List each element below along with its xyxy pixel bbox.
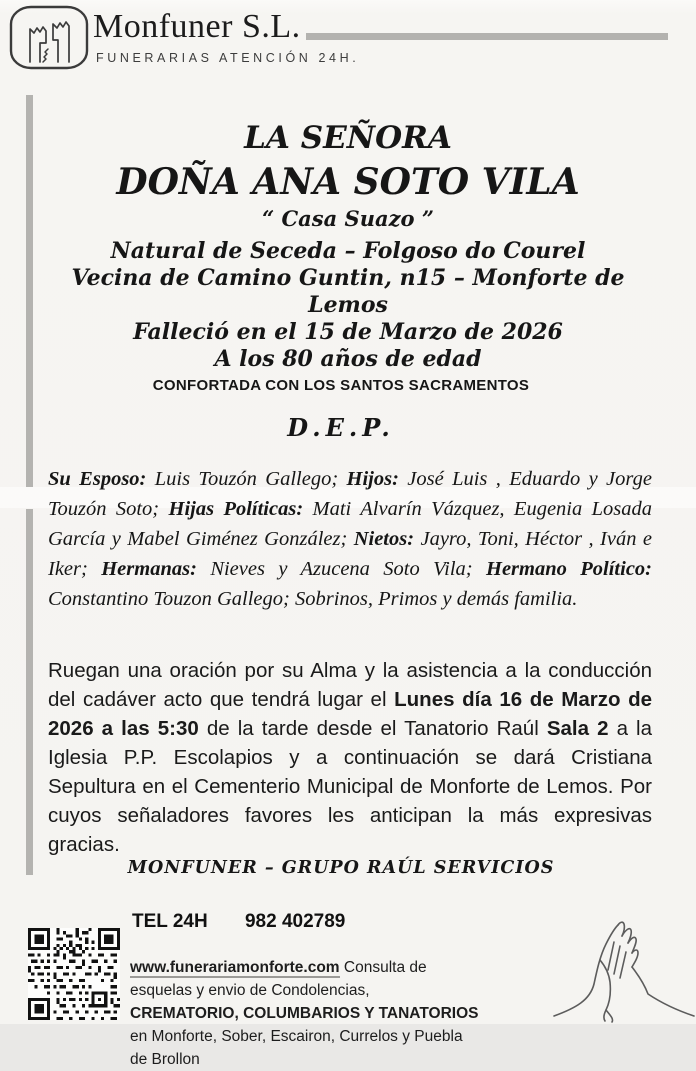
brand-name: Monfuner S.L.	[93, 8, 301, 45]
phone-line	[132, 911, 345, 933]
sacraments-line: CONFORTADA CON LOS SANTOS SACRAMENTOS	[152, 377, 530, 394]
phone-label: TEL 24H	[132, 911, 208, 932]
family-paragraph: Su Esposo: Luis Touzón Gallego; Hijos: José Luis , Eduardo y Jorge Touzón Soto; Hijas Políticas: Mati Alvarín Vázquez, Eugenia Losada García y Mabel Giménez González; Nietos: Jayro, Toni, Héctor , Iván e Iker; Hermanas: Nieves y Azucena Soto Vila; Hermano Político: Constantino Touzon Gallego; Sobrinos, Primos y demás familia.	[48, 468, 652, 610]
castle-logo-icon	[6, 2, 94, 74]
origin-line: Natural de Seceda – Folgoso do Courel	[110, 238, 586, 264]
dep-abbreviation: D.E.P.	[287, 413, 395, 442]
qr-code	[28, 922, 120, 1026]
scan-artifact-left-strip	[26, 509, 33, 875]
notice-title-block	[50, 120, 646, 373]
honorific: LA SEÑORA	[244, 120, 452, 156]
residence-line: Vecina de Camino Guntin, n15 – Monforte de Lemos	[71, 265, 625, 318]
funeral-home-signature: MONFUNER – GRUPO RAÚL SERVICIOS	[127, 858, 555, 878]
website-info: www.funerariamonforte.com Consulta de esquelas y envio de Condolencias, CREMATORIO, COLUMBARIOS Y TANATORIOS en Monforte, Sober, Escairon, Currelos y Puebla de Brollon	[130, 959, 479, 1068]
phone-number: 982 402789	[244, 911, 346, 932]
deceased-name: DOÑA ANA SOTO VILA	[116, 161, 580, 203]
death-date-line: Falleció en el 15 de Marzo de 2026	[133, 319, 563, 345]
announcement-paragraph: Ruegan una oración por su Alma y la asistencia a la conducción del cadáver acto que tendrá lugar el Lunes día 16 de Marzo de 2026 a las 5:30 de la tarde desde el Tanatorio Raúl Sala 2 a la Iglesia P.P. Escolapios y a continuación se dará Cristiana Sepultura en el Cementerio Municipal de Monforte de Lemos. Por cuyos señaladores favores les anticipan la más expresivas gracias.	[48, 659, 652, 856]
house-name: “ Casa Suazo ”	[262, 206, 434, 231]
brand-tagline: FUNERARIAS ATENCIÓN 24H.	[96, 51, 360, 65]
scan-artifact-top-rule	[306, 33, 668, 40]
age-line: A los 80 años de edad	[214, 346, 482, 372]
praying-hands-icon	[552, 912, 696, 1024]
